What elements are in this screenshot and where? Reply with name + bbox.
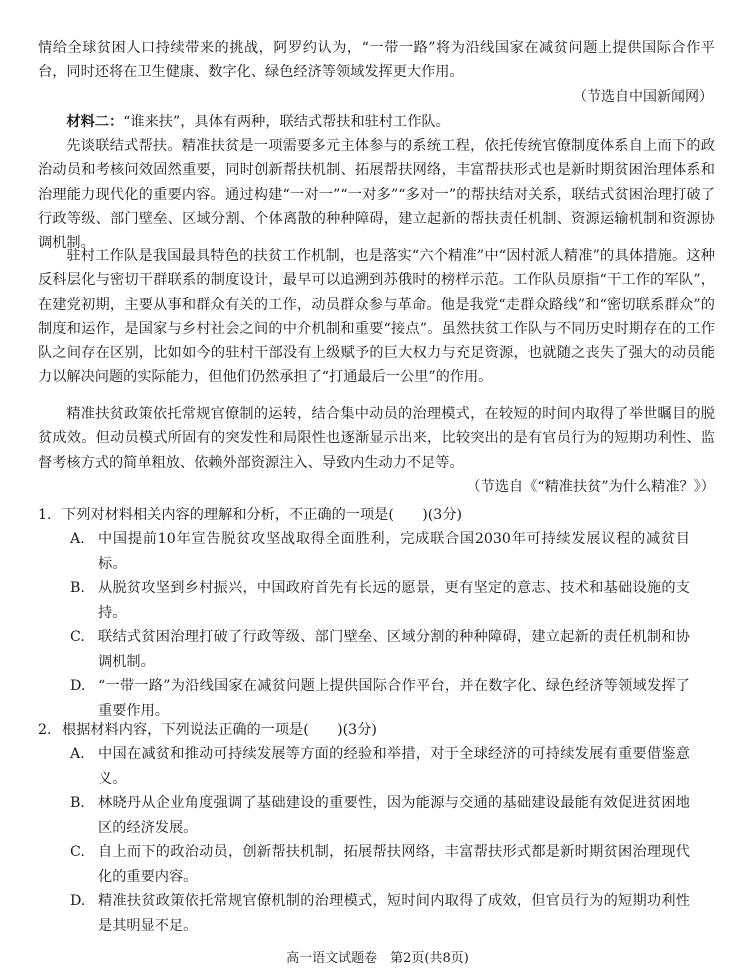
- option-letter: B.: [70, 795, 85, 811]
- option-letter: C.: [70, 629, 85, 645]
- option-letter: D.: [70, 893, 86, 909]
- question-2-text: 根据材料内容，下列说法正确的一项是( )(3分): [62, 722, 377, 738]
- option-text: 林晓丹从企业角度强调了基础建设的重要性，因为能源与交通的基础建设最能有效促进贫困地区的经济发展。: [98, 795, 690, 836]
- question-1-option-c: [72, 625, 690, 674]
- question-1-option-d: [72, 674, 690, 723]
- question-1-text: 下列对材料相关内容的理解和分析，不正确的一项是( )(3分): [62, 507, 463, 523]
- option-text: 联结式贫困治理打破了行政等级、部门壁垒、区域分割的种种障碍，建立起新的责任机制和协调机制。: [98, 629, 690, 670]
- question-1-number: 1.: [38, 507, 52, 523]
- option-text: “一带一路”为沿线国家在减贫问题上提供国际合作平台，并在数字化、绿色经济等领域发挥了重要作用。: [98, 678, 690, 719]
- question-2-option-b: [72, 791, 690, 840]
- option-text: 从脱贫攻坚到乡村振兴，中国政府首先有长远的愿景，更有坚定的意志、技术和基础设施的支持。: [98, 580, 690, 621]
- option-letter: A.: [70, 746, 85, 762]
- option-letter: B.: [70, 580, 85, 596]
- material2-label: 材料二：: [66, 114, 124, 130]
- source-citation-1: （节选自中国新闻网）: [573, 89, 713, 105]
- question-2-option-d: [72, 889, 690, 938]
- question-1-option-b: [72, 576, 690, 625]
- page-footer: 高一语文试题卷 第2页(共8页): [286, 951, 469, 966]
- source-citation-2: （节选自《“精准扶贫”为什么精准？》）: [466, 478, 715, 495]
- question-2-option-c: [72, 840, 690, 889]
- paragraph-jingzhun: [38, 402, 715, 499]
- option-letter: D.: [70, 678, 86, 694]
- question-2-option-a: [72, 742, 690, 791]
- material2-heading-text: “谁来扶”，具体有两种，联结式帮扶和驻村工作队。: [123, 114, 450, 130]
- paragraph-zhucun: 驻村工作队是我国最具特色的扶贫工作机制，也是落实“六个精准”中“因村派人精准”的具体措施。这种反科层化与密切干群联系的制度设计，最早可以追溯到苏俄时的榜样示范。工作队员原指“干工作的军队”，在建党初期，主要从事和群众有关的工作，动员群众参与革命。他是我党“走群众路线”和“密切联系群众”的制度和运作，是国家与乡村社会之间的中介机制和重要“接点”。虽然扶贫工作队与不同历史时期存在的工作队之间存在区别，比如如今的驻村干部没有上级赋予的巨大权力与充足资源，也就随之丧失了强大的动员能力以解决问题的实际能力，但他们仍然承担了“打通最后一公里”的作用。: [38, 248, 715, 386]
- question-1-stem: [38, 503, 715, 527]
- question-1-option-a: [72, 527, 690, 576]
- option-text: 精准扶贫政策依托常规官僚机制的治理模式，短时间内取得了成效，但官员行为的短期功利性是其明显不足。: [98, 893, 690, 934]
- paragraph-jingzhun-text: 精准扶贫政策依托常规官僚制的运转，结合集中动员的治理模式，在较短的时间内取得了举世瞩目的脱贫成效。但动员模式所固有的突发性和局限性也逐渐显示出来，比较突出的是有官员行为的短期功利性、监督考核方式的简单粗放、依赖外部资源注入、导致内生动力不足等。: [38, 406, 715, 471]
- intro-paragraph: 情给全球贫困人口持续带来的挑战，阿罗约认为，“一带一路”将为沿线国家在减贫问题上提供国际合作平台，同时还将在卫生健康、数字化、绿色经济等领域发挥更大作用。: [38, 40, 715, 81]
- option-text: 自上而下的政治动员，创新帮扶机制，拓展帮扶网络，丰富帮扶形式都是新时期贫困治理现代化的重要内容。: [98, 844, 690, 885]
- option-letter: C.: [70, 844, 85, 860]
- option-text: 中国在减贫和推动可持续发展等方面的经验和举措，对于全球经济的可持续发展有重要借鉴意义。: [98, 746, 690, 787]
- option-letter: A.: [70, 531, 85, 547]
- paragraph-lianjie: 先谈联结式帮扶。精准扶贫是一项需要多元主体参与的系统工程，依托传统官僚制度体系自上而下的政治动员和考核问效固然重要，同时创新帮扶机制、拓展帮扶网络，丰富帮扶形式也是新时期贫困治理体系和治理能力现代化的重要内容。通过构建“一对一”“一对多”“多对一”的帮扶结对关系，联结式贫困治理打破了行政等级、部门壁垒、区域分割、个体离散的种种障碍，建立起新的帮扶责任机制、资源运输机制和资源协调机制。: [38, 138, 715, 252]
- question-2-number: 2.: [38, 722, 52, 738]
- question-2-stem: [38, 718, 715, 742]
- material2-heading: [38, 110, 715, 134]
- option-text: 中国提前10年宣告脱贫攻坚战取得全面胜利，完成联合国2030年可持续发展议程的减贫目标。: [98, 531, 690, 572]
